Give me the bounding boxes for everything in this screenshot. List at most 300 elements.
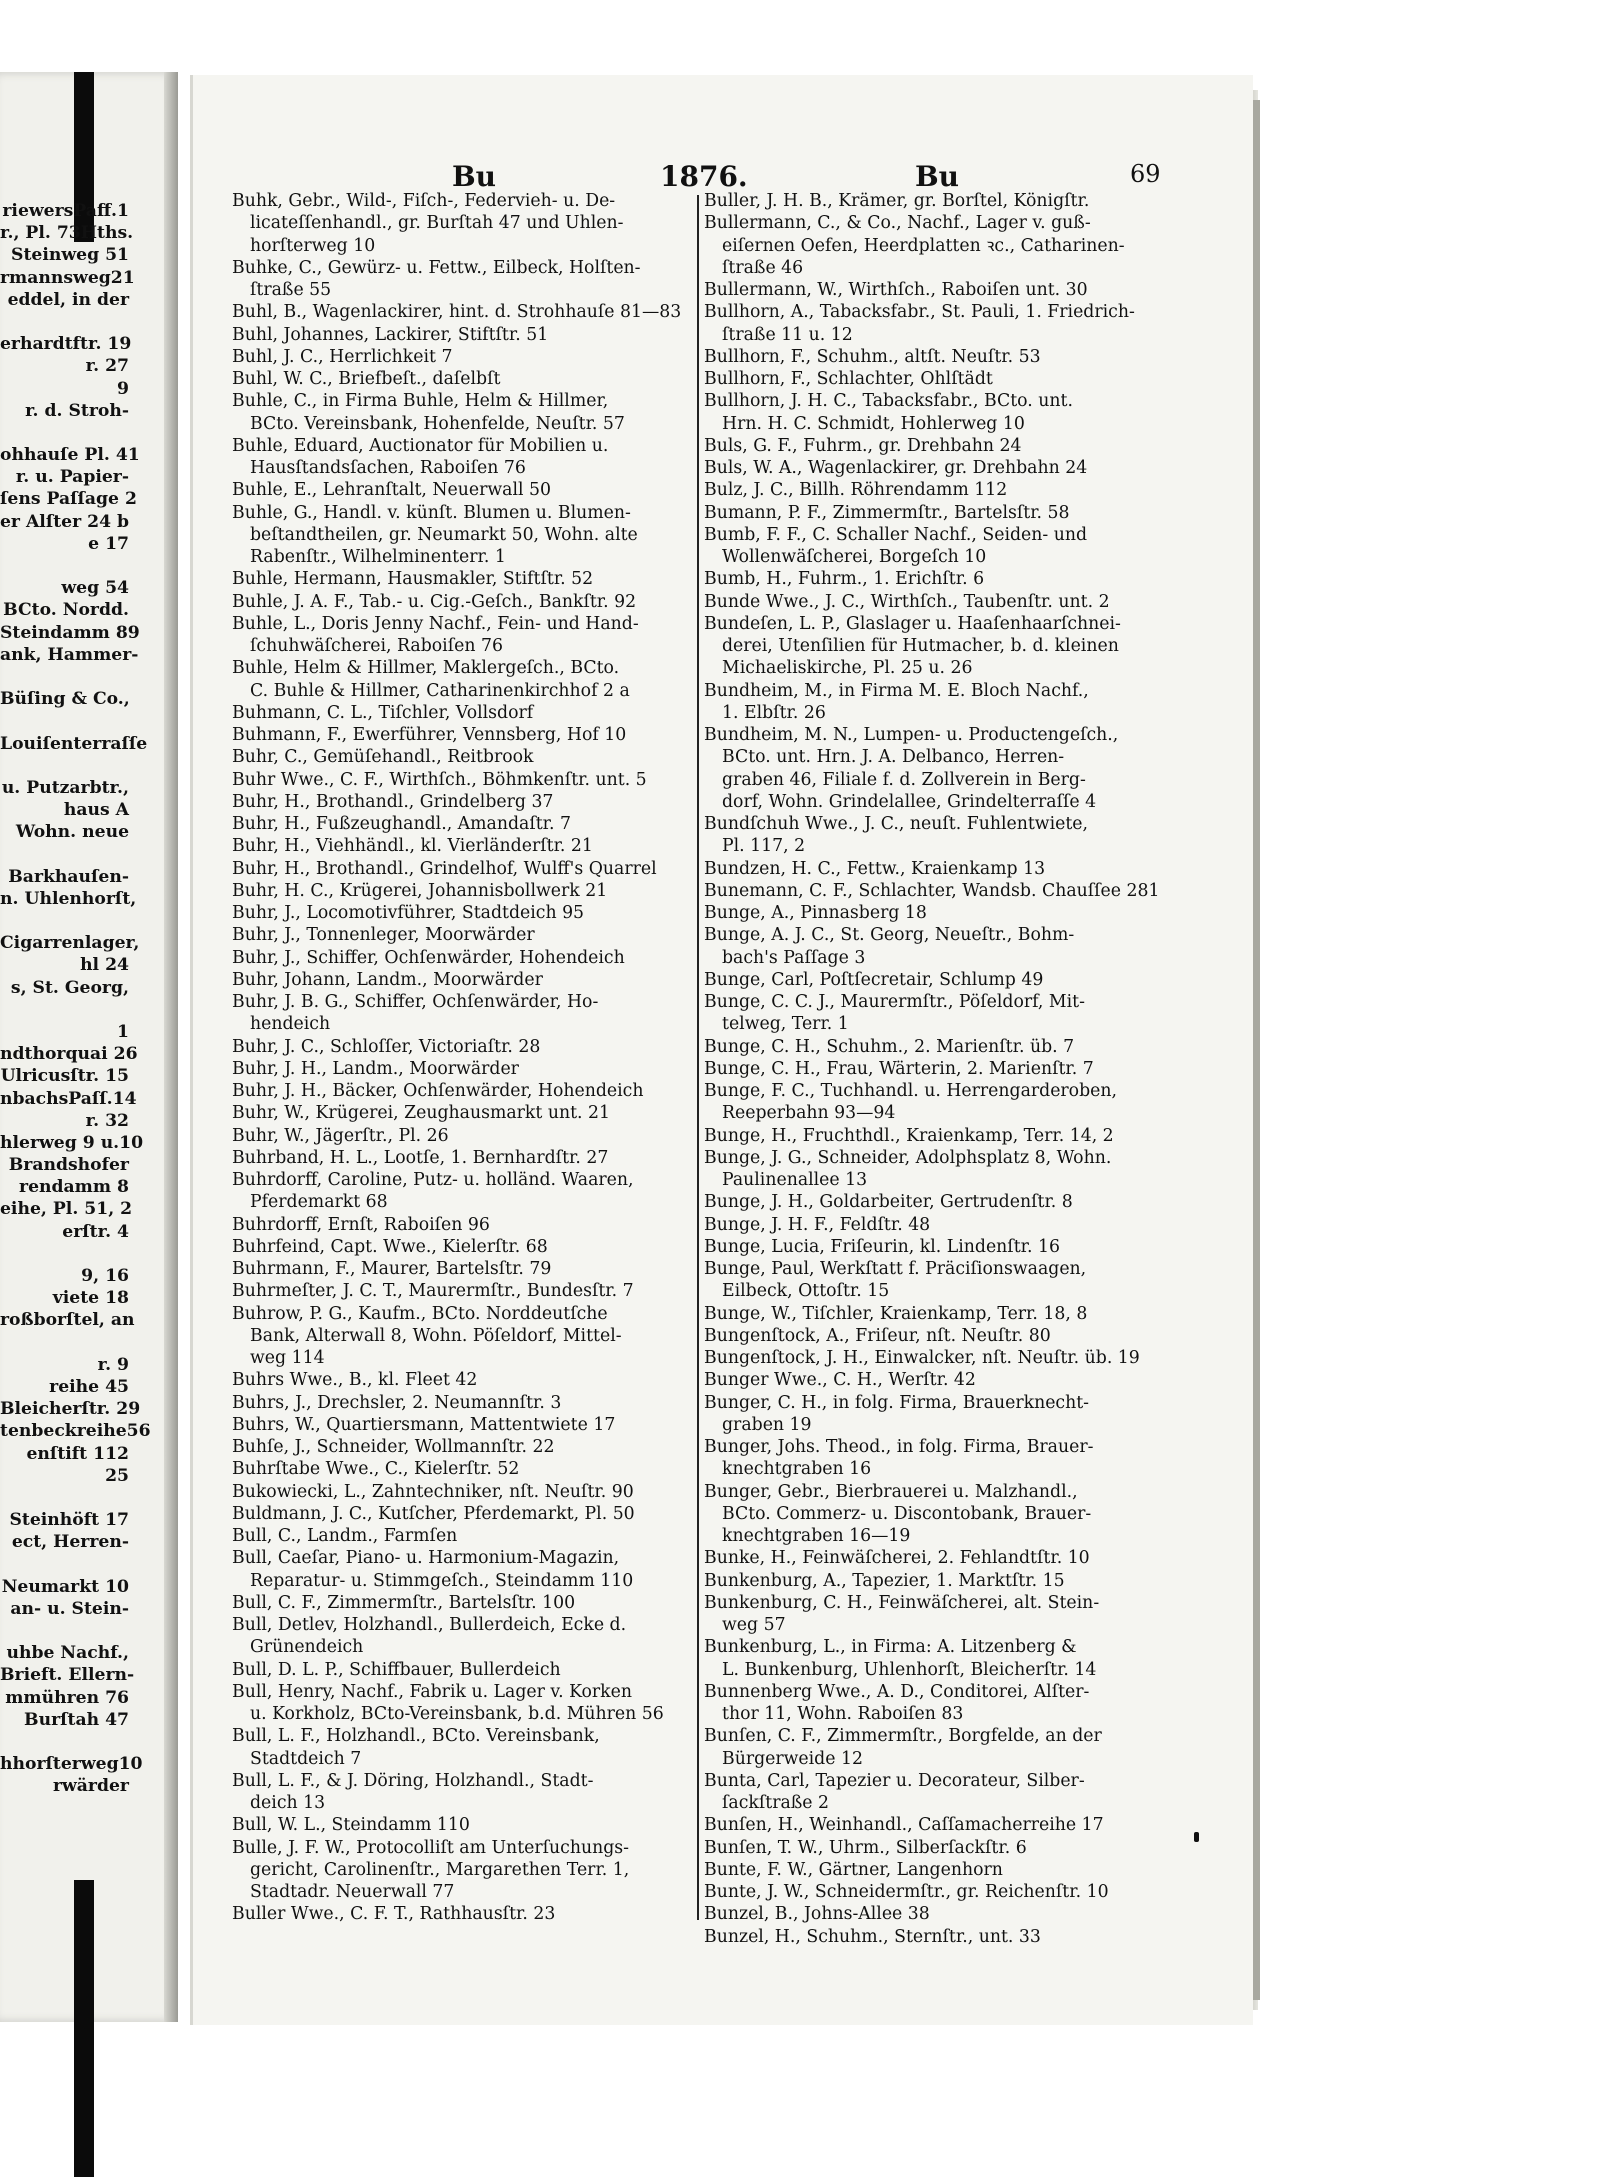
left-page-line: hlerweg 9 u.10 <box>0 1132 144 1153</box>
left-page-line <box>0 999 135 1021</box>
left-page-line: hhorſterweg10 <box>0 1754 143 1775</box>
directory-entry-line: Bunger Wwe., C. H., Werſtr. 42 <box>704 1370 976 1391</box>
directory-entry-line: Bull, L. F., Holzhandl., BCto. Vereinsbank, <box>232 1726 600 1747</box>
left-page-line: r., Pl. 73Hths. <box>0 223 134 244</box>
directory-entry-line: Bull, L. F., & J. Döring, Holzhandl., Stadt- <box>232 1770 594 1791</box>
directory-entry <box>704 479 1159 501</box>
directory-entry-line: Bunge, Paul, Werkſtatt f. Präciſionswaagen, <box>704 1259 1087 1279</box>
left-page-line: riewersPaff.1 <box>2 201 129 221</box>
directory-entry-line: Bunger, Johs. Theod., in folg. Firma, Brauer- <box>704 1437 1094 1457</box>
directory-entry-line: Buhl, J. C., Herrlichkeit 7 <box>232 346 453 367</box>
binding-tab-bottom <box>74 1880 94 2177</box>
directory-entry <box>704 1080 1159 1125</box>
directory-entry <box>704 969 1159 991</box>
page-number: 69 <box>1130 160 1161 188</box>
directory-entry <box>232 1147 697 1169</box>
directory-entry-line: graben 19 <box>722 1414 812 1435</box>
directory-entry-line: Buldmann, J. C., Kutſcher, Pferdemarkt, Pl. 50 <box>232 1503 635 1524</box>
directory-entry <box>232 1503 697 1525</box>
directory-entry-line: deich 13 <box>250 1793 326 1813</box>
directory-entry-line: Bunger, C. H., in folg. Firma, Brauerknecht- <box>704 1392 1090 1413</box>
directory-entry-line: Buhmann, F., Ewerführer, Vennsberg, Hof 10 <box>232 725 627 745</box>
directory-entry-line: Buhle, L., Doris Jenny Nachf., Fein- und Hand- <box>232 613 639 634</box>
directory-entry-line: derei, Utenſilien für Hutmacher, b. d. kleinen <box>722 636 1119 656</box>
left-page-gutter <box>164 72 178 2022</box>
directory-entry-line: Buhrband, H. L., Lootſe, 1. Bernhardſtr. 27 <box>232 1147 609 1168</box>
directory-entry-line: BCto. Commerz- u. Discontobank, Brauer- <box>722 1503 1092 1524</box>
directory-entry-line: weg 57 <box>722 1615 786 1635</box>
directory-entry <box>704 1859 1159 1881</box>
directory-entry-line: Bunge, J. H., Goldarbeiter, Gertrudenſtr. 8 <box>704 1192 1073 1213</box>
directory-entry <box>232 346 697 368</box>
left-page-line: u. Putzarbtr., <box>1 777 129 798</box>
left-page-line: Ulricusſtr. 15 <box>0 1066 129 1087</box>
directory-entry <box>232 613 697 658</box>
directory-entry-line: Bunkenburg, L., in Firma: A. Litzenberg & <box>704 1637 1077 1658</box>
directory-entry-line: Bunge, H., Fruchthdl., Kraienkamp, Terr. 14, 2 <box>704 1125 1114 1146</box>
directory-entry <box>232 702 697 724</box>
directory-entry <box>232 1547 697 1592</box>
directory-entry <box>704 1436 1159 1481</box>
left-page-line <box>0 1731 135 1753</box>
directory-entry-line: Bunnenberg Wwe., A. D., Conditorei, Alſter- <box>704 1681 1090 1702</box>
directory-entry-line: Bunde Wwe., J. C., Wirthſch., Taubenſtr. unt. 2 <box>704 591 1110 612</box>
directory-entry-line: Bullhorn, J. H. C., Tabacksfabr., BCto. unt. <box>704 391 1073 412</box>
directory-entry-line: Buhr, J., Locomotivführer, Stadtdeich 95 <box>232 903 585 923</box>
directory-entry-line: Buhl, W. C., Briefbeſt., daſelbſt <box>232 369 501 389</box>
directory-entry <box>704 1725 1159 1770</box>
directory-entry <box>704 1258 1159 1303</box>
directory-entry-line: Pl. 117, 2 <box>722 836 806 857</box>
directory-entry <box>232 1080 697 1102</box>
directory-entry <box>704 1191 1159 1213</box>
directory-entry-line: Michaeliskirche, Pl. 25 u. 26 <box>722 658 973 679</box>
directory-entry <box>704 880 1159 902</box>
directory-entry <box>232 924 697 946</box>
left-page-line: r. 9 <box>97 1354 129 1375</box>
directory-entry-line: Bunemann, C. F., Schlachter, Wandsb. Chauſſee 281 <box>704 880 1160 901</box>
directory-entry-line: Hrn. H. C. Schmidt, Hohlerweg 10 <box>722 413 1025 434</box>
directory-entry <box>232 1725 697 1770</box>
directory-entry-line: Buhrmeſter, J. C. T., Maurermſtr., Bundesſtr. 7 <box>232 1281 634 1302</box>
directory-entry-line: Bunge, C. C. J., Maurermſtr., Pöſeldorf, Mit- <box>704 992 1085 1012</box>
directory-entry-line: Buhr, Johann, Landm., Moorwärder <box>232 969 543 990</box>
directory-entry <box>232 1903 697 1925</box>
directory-entry <box>704 457 1159 479</box>
directory-entry <box>232 1169 697 1214</box>
directory-entry-line: Buhr, J., Tonnenleger, Moorwärder <box>232 925 535 946</box>
left-page-line: Brandshofer <box>8 1155 129 1176</box>
directory-entry-line: Buhrdorff, Ernſt, Raboiſen 96 <box>232 1214 490 1235</box>
directory-entry <box>704 301 1159 346</box>
directory-entry-line: Buhrfeind, Capt. Wwe., Kielerſtr. 68 <box>232 1236 548 1257</box>
directory-entry <box>704 1325 1159 1347</box>
directory-entry <box>232 301 697 323</box>
directory-entry-line: Buhr, J. C., Schloſſer, Victoriaſtr. 28 <box>232 1036 541 1057</box>
directory-entry <box>232 1214 697 1236</box>
directory-entry <box>232 880 697 902</box>
left-page-line <box>0 755 135 777</box>
directory-entry-line: Buhrmann, F., Maurer, Bartelsſtr. 79 <box>232 1259 552 1279</box>
directory-entry-line: Buller, J. H. B., Krämer, gr. Borſtel, Königſtr. <box>704 191 1090 211</box>
left-page-line: Barkhauſen- <box>8 866 129 887</box>
directory-entry <box>232 1303 697 1370</box>
directory-entry-line: Buhr Wwe., C. F., Wirthſch., Böhmkenſtr. unt. 5 <box>232 769 647 790</box>
left-page-line: Brieft. Ellern- <box>0 1665 135 1686</box>
directory-entry <box>704 1903 1159 1925</box>
left-page-line: uhbe Nachf., <box>6 1643 129 1664</box>
directory-entry-line: Buhrow, P. G., Kaufm., BCto. Norddeutſche <box>232 1303 608 1324</box>
directory-entry-line: Buhr, J., Schiffer, Ochſenwärder, Hohendeich <box>232 947 625 968</box>
left-page-line: eihe, Pl. 51, 2 <box>0 1199 133 1220</box>
directory-entry-line: Bunge, F. C., Tuchhandl. u. Herrengarderoben, <box>704 1081 1117 1101</box>
left-page-line: ect, Herren- <box>11 1532 129 1553</box>
column-divider <box>697 195 699 1920</box>
left-page-line: Neumarkt 10 <box>1 1576 129 1597</box>
directory-entry <box>232 1681 697 1726</box>
left-page-line: Steinhöft 17 <box>9 1510 129 1531</box>
left-page-line: weg 54 <box>61 578 129 599</box>
left-page-line: e 17 <box>88 533 129 554</box>
directory-entry <box>232 947 697 969</box>
directory-entry <box>232 835 697 857</box>
directory-entry-line: Bunte, F. W., Gärtner, Langenhorn <box>704 1859 1003 1880</box>
directory-entry-line: Buhr, H., Brothandl., Grindelhof, Wulff's Quarrel <box>232 858 657 879</box>
directory-entry-line: BCto. Vereinsbank, Hohenfelde, Neuſtr. 57 <box>250 413 625 434</box>
directory-entry-line: Bunge, Lucia, Friſeurin, kl. Lindenſtr. 16 <box>704 1236 1060 1257</box>
directory-entry <box>232 1458 697 1480</box>
directory-entry-line: Buhle, G., Handl. v. künſt. Blumen u. Blumen- <box>232 502 631 523</box>
left-page-line <box>0 1553 135 1575</box>
directory-entry <box>232 1036 697 1058</box>
directory-entry <box>704 279 1159 301</box>
directory-entry <box>232 1436 697 1458</box>
left-page-line: Louiſenterraſſe <box>0 733 148 754</box>
directory-entry-line: Buhl, Johannes, Lackirer, Stiftſtr. 51 <box>232 324 549 345</box>
directory-entry <box>232 368 697 390</box>
directory-entry-line: Hausſtandsſachen, Raboiſen 76 <box>250 458 526 478</box>
left-page-line: erhardtftr. 19 <box>0 334 132 355</box>
directory-entry <box>704 991 1159 1036</box>
left-page-line <box>0 1620 135 1642</box>
directory-entry-line: Bundzen, H. C., Fettw., Kraienkamp 13 <box>704 858 1046 879</box>
directory-entry-line: Bunge, J. G., Schneider, Adolphsplatz 8, Wohn. <box>704 1147 1112 1168</box>
left-page-line <box>0 1487 135 1509</box>
directory-entry-line: Rabenſtr., Wilhelminenterr. 1 <box>250 547 506 567</box>
directory-entry-line: Bundheim, M., in Firma M. E. Bloch Nachf., <box>704 680 1089 701</box>
directory-entry-line: Bulz, J. C., Billh. Röhrendamm 112 <box>704 480 1008 501</box>
directory-entry-line: Bundſchuh Wwe., J. C., neuſt. Fuhlentwiete, <box>704 814 1089 834</box>
directory-entry <box>232 479 697 501</box>
directory-entry <box>232 1481 697 1503</box>
left-page-line: Büſing & Co., <box>0 689 130 710</box>
directory-entry-line: Bull, Caeſar, Piano- u. Harmonium-Magazin, <box>232 1548 620 1569</box>
directory-entry-line: Buhrſtabe Wwe., C., Kielerſtr. 52 <box>232 1459 520 1480</box>
directory-entry-line: C. Buhle & Hillmer, Catharinenkirchhof 2 a <box>250 680 630 701</box>
directory-entry <box>704 524 1159 569</box>
directory-entry-line: Bank, Alterwall 8, Wohn. Pöſeldorf, Mittel- <box>250 1325 622 1346</box>
left-page-line <box>0 666 135 688</box>
directory-entry <box>232 902 697 924</box>
directory-entry-line: Bull, W. L., Steindamm 110 <box>232 1815 470 1836</box>
directory-entry-line: Bumb, F. F., C. Schaller Nachf., Seiden- und <box>704 524 1088 545</box>
directory-entry-line: Buhrs, W., Quartiersmann, Mattentwiete 17 <box>232 1414 616 1435</box>
left-page-line: 1 <box>117 1021 129 1042</box>
directory-entry <box>704 1770 1159 1815</box>
left-page-line: 9, 16 <box>81 1266 129 1286</box>
directory-entry-line: Buhr, H., Fußzeughandl., Amandaſtr. 7 <box>232 814 572 834</box>
directory-entry-line: eiſernen Oefen, Heerdplatten ꝛc., Catharinen- <box>722 235 1125 256</box>
directory-entry <box>232 991 697 1036</box>
left-page-line: Steindamm 89 <box>0 622 140 643</box>
directory-entry <box>704 1837 1159 1859</box>
directory-entry-line: Bunge, W., Tiſchler, Kraienkamp, Terr. 18, 8 <box>704 1303 1088 1324</box>
left-page-line <box>0 710 135 732</box>
directory-entry-line: beſtandtheilen, gr. Neumarkt 50, Wohn. alte <box>250 524 638 545</box>
running-head-left: Bu <box>452 160 497 193</box>
directory-entry-line: Buhle, Eduard, Auctionator für Mobilien u. <box>232 435 609 456</box>
directory-entry-line: Bunge, C. H., Frau, Wärterin, 2. Marienſtr. 7 <box>704 1058 1094 1079</box>
left-page-line: an- u. Stein- <box>10 1598 129 1619</box>
directory-entry-line: Wollenwäſcherei, Borgeſch 10 <box>722 547 987 567</box>
directory-entry-line: Buhr, J. H., Bäcker, Ochſenwärder, Hohendeich <box>232 1081 644 1101</box>
left-page-line: Wohn. neue <box>15 822 129 843</box>
directory-entry-line: Buhrdorff, Caroline, Putz- u. holländ. Waaren, <box>232 1170 634 1190</box>
left-page-line: mmühren 76 <box>5 1687 129 1708</box>
directory-entry-line: gericht, Carolinenſtr., Margarethen Terr. 1, <box>250 1859 630 1880</box>
scan-top-margin <box>0 0 1600 22</box>
directory-entry-line: Bull, C., Landm., Farmſen <box>232 1526 458 1546</box>
directory-entry-line: Bundheim, M. N., Lumpen- u. Productengeſch., <box>704 725 1119 745</box>
left-page-line <box>0 555 135 577</box>
directory-entry <box>704 502 1159 524</box>
directory-entry <box>232 813 697 835</box>
directory-entry-line: Bunke, H., Feinwäſcherei, 2. Fehlandtſtr. 10 <box>704 1548 1090 1569</box>
directory-entry-line: bach's Paſſage 3 <box>722 947 866 968</box>
directory-entry-line: Buls, W. A., Wagenlackirer, gr. Drehbahn 24 <box>704 458 1088 478</box>
left-page-line: r. 32 <box>85 1110 129 1131</box>
directory-entry <box>232 190 697 257</box>
directory-column-a <box>232 190 697 1926</box>
directory-entry <box>704 1058 1159 1080</box>
directory-entry <box>704 858 1159 880</box>
directory-entry-line: Bulle, J. F. W., Protocolliſt am Unterſuchungs- <box>232 1837 629 1858</box>
directory-entry-line: Buhr, H., Brothandl., Grindelberg 37 <box>232 791 554 812</box>
directory-entry-line: Paulinenallee 13 <box>722 1170 868 1190</box>
left-page-line: ohhauſe Pl. 41 <box>0 445 140 466</box>
directory-entry-line: Bunſen, T. W., Uhrm., Silberſackſtr. 6 <box>704 1837 1027 1858</box>
directory-entry-line: Buhle, C., in Firma Buhle, Helm & Hillmer, <box>232 391 609 412</box>
directory-entry-line: Buhle, Hermann, Hausmakler, Stiftſtr. 52 <box>232 569 594 590</box>
directory-entry-line: Stadtadr. Neuerwall 77 <box>250 1882 455 1902</box>
left-page-line <box>0 1243 135 1265</box>
directory-entry-line: Bullermann, W., Wirthſch., Raboiſen unt. 30 <box>704 280 1088 300</box>
directory-entry <box>704 724 1159 813</box>
directory-entry-line: Bunte, J. W., Schneidermſtr., gr. Reichenſtr. 10 <box>704 1882 1109 1902</box>
directory-entry-line: Eilbeck, Ottoſtr. 15 <box>722 1281 890 1302</box>
directory-entry-line: knechtgraben 16—19 <box>722 1526 911 1546</box>
directory-entry-line: Bunkenburg, A., Tapezier, 1. Marktſtr. 15 <box>704 1570 1065 1591</box>
directory-entry <box>232 502 697 569</box>
left-page-line <box>0 311 135 333</box>
directory-entry-line: Bürgerweide 12 <box>722 1748 863 1769</box>
directory-entry-line: Bullhorn, F., Schuhm., altſt. Neuſtr. 53 <box>704 346 1041 367</box>
directory-entry <box>232 1659 697 1681</box>
directory-entry <box>704 813 1159 858</box>
directory-entry <box>704 390 1159 435</box>
left-page-line: ank, Hammer- <box>0 644 139 665</box>
directory-entry-line: Buhke, C., Gewürz- u. Fettw., Eilbeck, Holſten- <box>232 257 641 278</box>
directory-entry <box>704 680 1159 725</box>
directory-entry-line: Buhmann, C. L., Tiſchler, Vollsdorf <box>232 702 534 723</box>
left-page-line: erſtr. 4 <box>62 1221 129 1242</box>
directory-entry-line: Bull, D. L. P., Schiffbauer, Bullerdeich <box>232 1659 561 1680</box>
directory-entry <box>232 1236 697 1258</box>
directory-entry <box>232 1369 697 1391</box>
directory-entry-line: Buhl, B., Wagenlackirer, hint. d. Strohhauſe 81—83 <box>232 302 682 323</box>
directory-column-b <box>704 190 1159 1948</box>
directory-entry-line: graben 46, Filiale f. d. Zollverein in Berg- <box>722 769 1086 790</box>
directory-entry <box>232 435 697 480</box>
directory-entry <box>232 724 697 746</box>
directory-entry-line: Bull, Henry, Nachf., Fabrik u. Lager v. Korken <box>232 1681 633 1702</box>
directory-entry-line: Buhr, W., Jägerſtr., Pl. 26 <box>232 1125 449 1146</box>
directory-entry <box>704 1036 1159 1058</box>
directory-entry <box>232 1414 697 1436</box>
directory-entry-line: Bunkenburg, C. H., Feinwäſcherei, alt. Stein- <box>704 1592 1100 1613</box>
directory-entry <box>704 368 1159 390</box>
left-page-line: eddel, in der <box>7 289 129 310</box>
directory-entry-line: Pferdemarkt 68 <box>250 1192 388 1213</box>
directory-entry-line: 1. Elbſtr. 26 <box>722 702 826 723</box>
left-page-line: tenbeckreihe56 <box>0 1421 151 1442</box>
left-page-line: ndthorquai 26 <box>0 1044 138 1065</box>
left-page-line: enſtift 112 <box>26 1443 129 1464</box>
directory-entry-line: Bungenſtock, J. H., Einwalcker, nſt. Neuſtr. üb. 19 <box>704 1348 1140 1368</box>
directory-entry-line: Bunge, A. J. C., St. Georg, Neueſtr., Bohm- <box>704 925 1075 946</box>
directory-entry <box>232 791 697 813</box>
directory-entry-line: ſchuhwäſcherei, Raboiſen 76 <box>250 636 503 656</box>
directory-entry <box>232 1392 697 1414</box>
directory-entry <box>232 1258 697 1280</box>
left-page-line: r. d. Stroh- <box>25 400 129 421</box>
directory-entry-line: Bundeſen, L. P., Glaslager u. Haaſenhaarſchnei- <box>704 613 1121 634</box>
directory-entry-line: Buhle, Helm & Hillmer, Maklergeſch., BCto. <box>232 658 620 679</box>
directory-entry <box>704 1214 1159 1236</box>
directory-entry <box>232 324 697 346</box>
directory-entry <box>232 1837 697 1904</box>
directory-entry <box>704 1570 1159 1592</box>
left-page <box>0 72 178 2022</box>
directory-entry-line: Buhſe, J., Schneider, Wollmannſtr. 22 <box>232 1437 555 1457</box>
directory-entry <box>704 1547 1159 1569</box>
left-page-line: hl 24 <box>80 955 129 976</box>
directory-entry <box>232 1770 697 1815</box>
directory-entry <box>232 1125 697 1147</box>
directory-entry-line: Buhr, C., Gemüſehandl., Reitbrook <box>232 747 534 768</box>
directory-entry <box>704 1392 1159 1437</box>
directory-entry-line: ſtraße 46 <box>722 257 804 278</box>
directory-entry <box>232 1525 697 1547</box>
directory-entry-line: Buhrs Wwe., B., kl. Fleet 42 <box>232 1370 478 1391</box>
directory-entry-line: Buhle, J. A. F., Tab.- u. Cig.-Geſch., Bankſtr. 92 <box>232 591 637 612</box>
directory-entry <box>232 591 697 613</box>
directory-entry-line: Bungenſtock, A., Friſeur, nſt. Neuſtr. 80 <box>704 1325 1051 1346</box>
left-page-line: nbachsPaſſ.14 <box>0 1088 137 1109</box>
directory-entry-line: ſtraße 55 <box>250 280 332 300</box>
directory-entry-line: Buhr, H., Viehhändl., kl. Vierländerſtr. 21 <box>232 836 593 857</box>
directory-entry <box>232 858 697 880</box>
directory-entry <box>232 969 697 991</box>
left-page-line: Burſtah 47 <box>24 1709 129 1730</box>
directory-entry-line: ſtraße 11 u. 12 <box>722 324 853 345</box>
directory-entry-line: Bukowiecki, L., Zahntechniker, nſt. Neuſtr. 90 <box>232 1481 634 1502</box>
directory-entry <box>704 1369 1159 1391</box>
left-page-line: s, St. Georg, <box>10 977 129 998</box>
left-page-line: BCto. Nordd. <box>3 600 129 621</box>
directory-entry <box>704 346 1159 368</box>
directory-entry-line: Buhr, J. H., Landm., Moorwärder <box>232 1058 519 1079</box>
left-page-line <box>0 1332 135 1354</box>
directory-entry-line: Bunta, Carl, Tapezier u. Decorateur, Silber- <box>704 1770 1085 1791</box>
directory-entry <box>232 657 697 702</box>
left-page-line: ſens Paſſage 2 <box>0 489 137 510</box>
directory-entry <box>232 1814 697 1836</box>
directory-entry <box>704 1814 1159 1836</box>
directory-entry <box>232 746 697 768</box>
directory-entry-line: Bullhorn, A., Tabacksfabr., St. Pauli, 1. Friedrich- <box>704 302 1135 323</box>
directory-entry-line: dorf, Wohn. Grindelallee, Grindelterraſſe 4 <box>722 791 1097 812</box>
left-page-line: rmannsweg21 <box>0 267 135 288</box>
directory-entry <box>232 568 697 590</box>
directory-entry <box>704 924 1159 969</box>
directory-entry-line: ſackſtraße 2 <box>722 1793 830 1813</box>
directory-entry-line: horſterweg 10 <box>250 235 376 256</box>
directory-entry <box>704 902 1159 924</box>
directory-entry <box>232 1614 697 1659</box>
directory-entry-line: knechtgraben 16 <box>722 1459 872 1480</box>
left-page-line: Cigarrenlager, <box>0 933 140 954</box>
left-page-line: Bleicherſtr. 29 <box>0 1399 141 1420</box>
directory-entry <box>704 1125 1159 1147</box>
directory-entry-line: Grünendeich <box>250 1637 364 1658</box>
directory-entry <box>704 1592 1159 1637</box>
directory-entry <box>704 1636 1159 1681</box>
directory-entry <box>704 591 1159 613</box>
directory-entry <box>704 435 1159 457</box>
directory-entry-line: telweg, Terr. 1 <box>722 1014 849 1035</box>
directory-entry <box>704 568 1159 590</box>
directory-entry-line: Bunſen, C. F., Zimmermſtr., Borgfelde, an der <box>704 1726 1102 1747</box>
directory-entry <box>232 769 697 791</box>
directory-entry-line: u. Korkholz, BCto-Vereinsbank, b.d. Mühren 56 <box>250 1704 664 1724</box>
directory-entry <box>704 1147 1159 1192</box>
directory-entry-line: L. Bunkenburg, Uhlenhorſt, Bleicherſtr. 14 <box>722 1659 1097 1680</box>
directory-entry-line: licateſſenhandl., gr. Burſtah 47 und Uhlen- <box>250 213 624 234</box>
directory-entry <box>232 1280 697 1302</box>
left-page-line: Steinweg 51 <box>11 245 129 266</box>
directory-entry-line: BCto. unt. Hrn. J. A. Delbanco, Herren- <box>722 747 1065 768</box>
directory-entry-line: Buller Wwe., C. F. T., Rathhausſtr. 23 <box>232 1904 556 1925</box>
directory-entry <box>704 1347 1159 1369</box>
left-page-line <box>0 910 135 932</box>
directory-entry-line: Bunzel, H., Schuhm., Sternſtr., unt. 33 <box>704 1926 1041 1947</box>
directory-entry <box>232 1058 697 1080</box>
directory-entry-line: Buhr, W., Krügerei, Zeughausmarkt unt. 21 <box>232 1103 611 1124</box>
left-page-line: 25 <box>105 1465 129 1486</box>
directory-entry-line: Buhle, E., Lehranſtalt, Neuerwall 50 <box>232 480 552 501</box>
directory-entry-line: Bull, Detlev, Holzhandl., Bullerdeich, Ecke d. <box>232 1615 627 1635</box>
